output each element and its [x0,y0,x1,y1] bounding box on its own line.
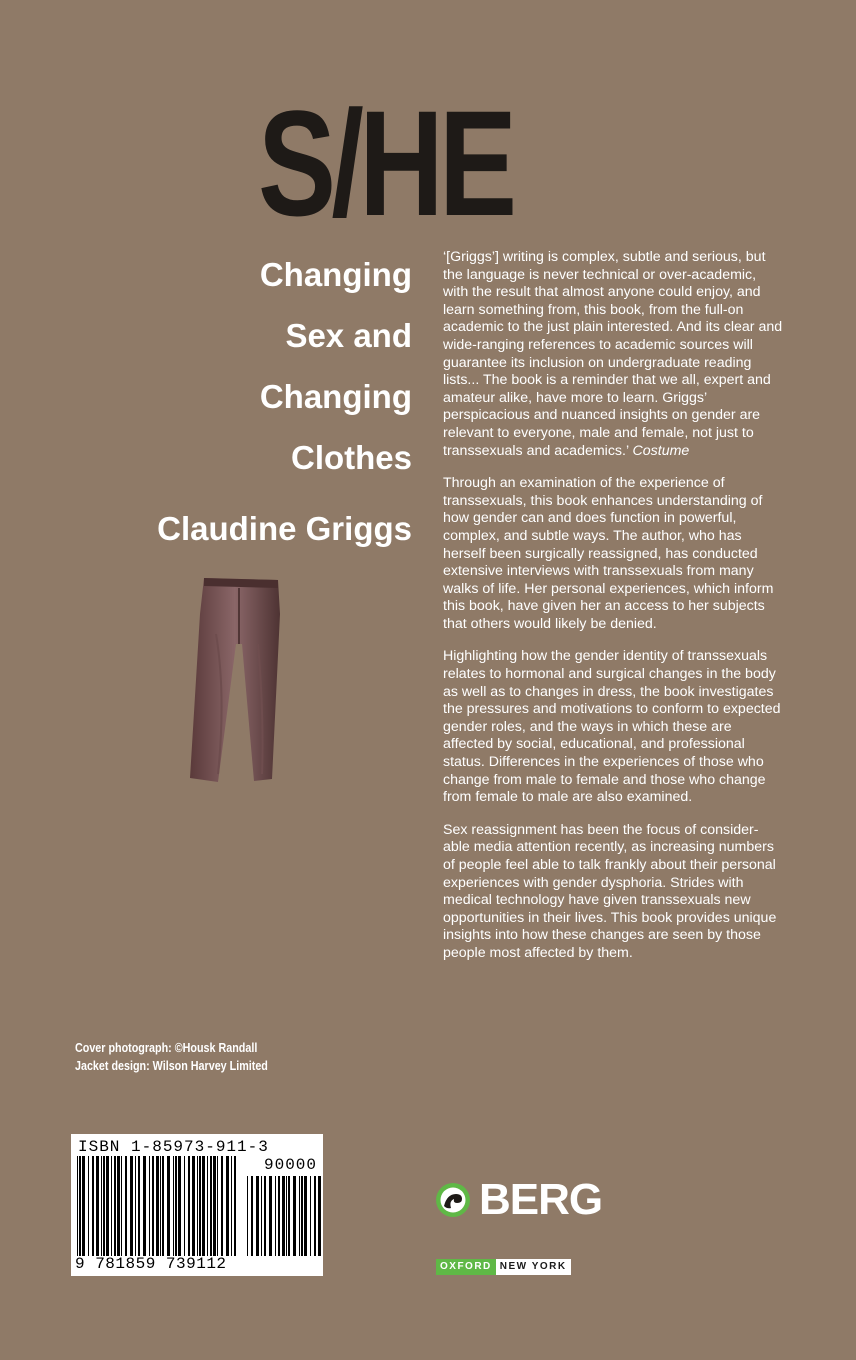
barcode-bar [111,1156,112,1256]
blurb-paragraph: Highlighting how the gender identity of transsexuals relates to hormonal and surgical changes in the body as well as to changes in dress, the book investigates the pressures and motivations to conform to expected gender roles, and the ways in which these are affected by social, educational, and professional status. Differences in the experiences of those who change from male to female and those who change from female to male are also examined. [443,648,781,806]
barcode-bar [184,1156,185,1256]
barcode-bar [304,1176,307,1256]
barcode-bar [217,1156,218,1256]
barcode-bar [264,1176,266,1256]
barcode-bar [175,1156,177,1256]
barcode-bar [160,1156,161,1256]
berg-swirl-icon [435,1182,471,1218]
barcode-bar [178,1156,181,1256]
barcode-bar [138,1156,140,1256]
barcode-bar [167,1156,170,1256]
barcode-bar [117,1156,120,1256]
barcode-bar [125,1156,127,1256]
isbn-text: ISBN 1-85973-911-3 [78,1138,269,1156]
barcode-bar [256,1176,259,1256]
barcode-bar [135,1156,136,1256]
barcode-bar [199,1156,201,1256]
barcode-bar [247,1176,248,1256]
publisher-name: BERG [479,1175,603,1224]
barcode-bar [173,1156,174,1256]
publisher-cities [436,1259,571,1275]
city-new-york: NEW YORK [496,1259,571,1275]
barcode-bar [210,1156,212,1256]
barcode-bar [197,1156,198,1256]
photo-credit: Cover photograph: ©Housk Randall [75,1041,258,1055]
isbn-barcode [71,1134,323,1276]
book-subtitle [112,244,412,488]
barcode-bar [96,1156,99,1256]
book-title: S/HE [258,79,513,247]
barcode-bar [121,1156,122,1256]
ean-number: 9 781859 739112 [75,1255,227,1273]
barcode-bar [143,1156,146,1256]
barcode-bar [282,1176,285,1256]
price-code: 90000 [263,1156,317,1174]
barcode-bar [221,1156,223,1256]
barcode-bar [261,1176,262,1256]
barcode-bar [293,1176,296,1256]
subtitle-line: Clothes [290,439,412,476]
barcode-bar [114,1156,116,1256]
barcode-bar [207,1156,208,1256]
barcode-bar [162,1156,164,1256]
review-source: Costume [632,442,690,459]
city-oxford: OXFORD [436,1259,496,1275]
blurb-paragraph: Through an examination of the experience of transsexuals, this book enhances understanding of how gender can and does function in powerful, complex, and subtle ways. The author, who has herself been surgically reassigned, has conducted extensive interviews with transsexuals from many walks of life. Her personal experiences, which inform this book, have given her an access to her subjects that others would likely be denied. [443,475,774,632]
barcode-bar [152,1156,154,1256]
barcode-bar [92,1156,94,1256]
barcode-bar [286,1176,287,1256]
barcode-bar [77,1156,78,1256]
barcode-bar [103,1156,105,1256]
subtitle-line: Changing [259,378,412,415]
review-quote [443,249,785,460]
subtitle-line: Changing [259,256,412,293]
barcode-bar [231,1156,232,1256]
subtitle-line: Sex and [285,317,412,354]
trousers-photo [186,574,286,786]
barcode-bar [269,1176,272,1256]
back-cover-blurb [443,249,785,978]
barcode-bar [188,1156,190,1256]
barcode-bar [275,1176,276,1256]
barcode-bar [234,1156,236,1256]
barcode-bar [130,1156,133,1256]
barcode-bar [192,1156,195,1256]
barcode-bar [149,1156,150,1256]
barcode-bar [106,1156,109,1256]
barcode-bar [202,1156,205,1256]
barcode-bar [314,1176,316,1256]
barcode-bar [278,1176,280,1256]
review-text: ‘[Griggs’] writing is complex, subtle and serious, but the language is never technical or over-academic, with the result that almost anyone could enjoy, and learn something from, this book, from the full-on academic to the just plain interested. And its clear and wide-ranging references to academic sources will guarantee its inclusion on undergraduate reading lists... The book is a reminder that we all, expert and amateur alike, have more to learn. Griggs’ perspicacious and nuanced insights on gender are relevant to everyone, male and female, not just to transsexuals and academics.’ [443,249,783,459]
barcode-bar [213,1156,216,1256]
barcode-bar [310,1176,311,1256]
barcode-bar [226,1156,229,1256]
barcode-bar [301,1176,303,1256]
barcode-bar [82,1156,85,1256]
design-credit: Jacket design: Wilson Harvey Limited [75,1059,268,1073]
barcode-bar [101,1156,102,1256]
barcode-bar [318,1176,321,1256]
barcode-bar [79,1156,81,1256]
barcode-bar [288,1176,290,1256]
cover-credits [75,1039,268,1075]
author-name: Claudine Griggs [157,510,412,547]
barcode-bar [299,1176,300,1256]
barcode-bar [251,1176,253,1256]
blurb-paragraph: Sex reassignment has been the focus of consider-able media attention recently, as increasing numbers of people feel able to talk frankly about their personal experiences with gender dysphoria. Strides with medical technology have given transsexuals new opportunities in their lives. This book provides unique insights into how these changes are seen by those people most affected by them. [443,821,777,961]
barcode-bar [156,1156,159,1256]
barcode-bar [88,1156,89,1256]
